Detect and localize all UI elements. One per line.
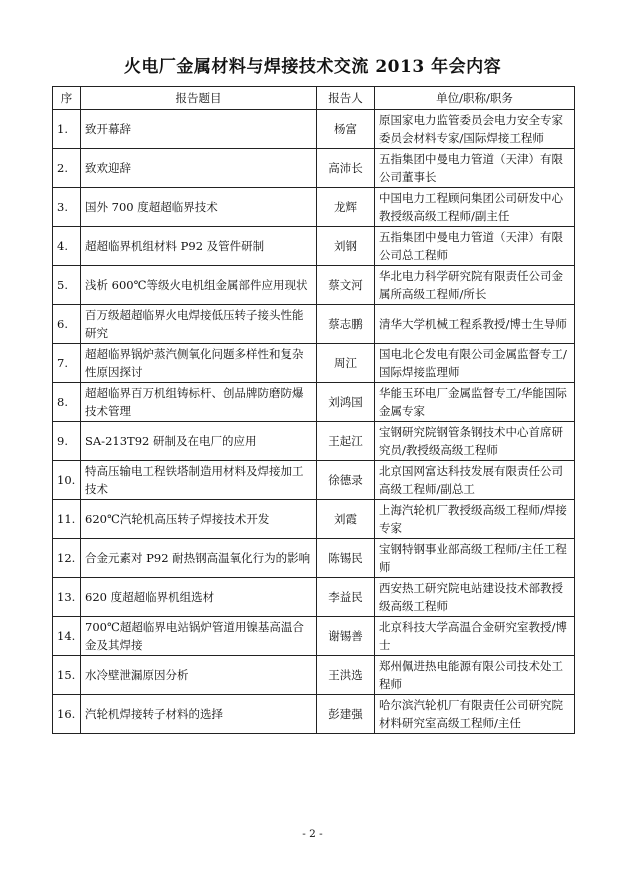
unit-cell: 北京科技大学高温合金研究室教授/博士 [375, 617, 575, 656]
unit-cell: 中国电力工程顾问集团公司研发中心教授级高级工程师/副主任 [375, 188, 575, 227]
seq-cell: 15. [53, 656, 81, 695]
speaker-cell: 刘霞 [317, 500, 375, 539]
header-seq: 序 [53, 87, 81, 110]
seq-cell: 6. [53, 305, 81, 344]
speaker-cell: 王洪选 [317, 656, 375, 695]
speaker-cell: 刘鸿国 [317, 383, 375, 422]
table-row [53, 539, 575, 578]
speaker-cell: 王起江 [317, 422, 375, 461]
unit-cell: 宝钢特钢事业部高级工程师/主任工程师 [375, 539, 575, 578]
topic-cell: 汽轮机焊接转子材料的选择 [81, 695, 317, 734]
unit-cell: 哈尔滨汽轮机厂有限责任公司研究院材料研究室高级工程师/主任 [375, 695, 575, 734]
unit-cell: 华北电力科学研究院有限责任公司金属所高级工程师/所长 [375, 266, 575, 305]
table-row [53, 656, 575, 695]
seq-cell: 9. [53, 422, 81, 461]
topic-cell: 700℃超超临界电站锅炉管道用镍基高温合金及其焊接 [81, 617, 317, 656]
speaker-cell: 彭建强 [317, 695, 375, 734]
seq-cell: 10. [53, 461, 81, 500]
seq-cell: 3. [53, 188, 81, 227]
table-row [53, 578, 575, 617]
table-row [53, 695, 575, 734]
unit-cell: 五指集团中曼电力管道（天津）有限公司总工程师 [375, 227, 575, 266]
unit-cell: 西安热工研究院电站建设技术部教授级高级工程师 [375, 578, 575, 617]
speaker-cell: 高沛长 [317, 149, 375, 188]
speaker-cell: 徐德录 [317, 461, 375, 500]
header-speaker: 报告人 [317, 87, 375, 110]
table-row [53, 500, 575, 539]
topic-cell: 水冷壁泄漏原因分析 [81, 656, 317, 695]
topic-cell: 超超临界百万机组铸标杆、创品牌防磨防爆技术管理 [81, 383, 317, 422]
seq-cell: 5. [53, 266, 81, 305]
seq-cell: 1. [53, 110, 81, 149]
speaker-cell: 刘钢 [317, 227, 375, 266]
speaker-cell: 李益民 [317, 578, 375, 617]
unit-cell: 国电北仑发电有限公司金属监督专工/国际焊接监理师 [375, 344, 575, 383]
unit-cell: 原国家电力监管委员会电力安全专家委员会材料专家/国际焊接工程师 [375, 110, 575, 149]
unit-cell: 上海汽轮机厂教授级高级工程师/焊接专家 [375, 500, 575, 539]
unit-cell: 郑州佩进热电能源有限公司技术处工程师 [375, 656, 575, 695]
seq-cell: 14. [53, 617, 81, 656]
topic-cell: 620℃汽轮机高压转子焊接技术开发 [81, 500, 317, 539]
seq-cell: 11. [53, 500, 81, 539]
table-row [53, 305, 575, 344]
table-row [53, 383, 575, 422]
table-row [53, 461, 575, 500]
topic-cell: 百万级超超临界火电焊接低压转子接头性能研究 [81, 305, 317, 344]
agenda-table [52, 86, 575, 734]
unit-cell: 五指集团中曼电力管道（天津）有限公司董事长 [375, 149, 575, 188]
topic-cell: 超超临界锅炉蒸汽侧氧化问题多样性和复杂性原因探讨 [81, 344, 317, 383]
header-row [53, 87, 575, 110]
topic-cell: 致欢迎辞 [81, 149, 317, 188]
table-row [53, 266, 575, 305]
topic-cell: 致开幕辞 [81, 110, 317, 149]
table-row [53, 344, 575, 383]
topic-cell: SA-213T92 研制及在电厂的应用 [81, 422, 317, 461]
unit-cell: 宝钢研究院钢管条钢技术中心首席研究员/教授级高级工程师 [375, 422, 575, 461]
seq-cell: 7. [53, 344, 81, 383]
header-unit: 单位/职称/职务 [375, 87, 575, 110]
speaker-cell: 蔡志鹏 [317, 305, 375, 344]
page-number: - 2 - [302, 828, 323, 840]
speaker-cell: 周江 [317, 344, 375, 383]
topic-cell: 620 度超超临界机组选材 [81, 578, 317, 617]
document-title: 火电厂金属材料与焊接技术交流 2013 年会内容 [123, 57, 502, 77]
unit-cell: 清华大学机械工程系教授/博士生导师 [375, 305, 575, 344]
table-row [53, 227, 575, 266]
seq-cell: 8. [53, 383, 81, 422]
table-row [53, 188, 575, 227]
table-row [53, 110, 575, 149]
unit-cell: 华能玉环电厂金属监督专工/华能国际金属专家 [375, 383, 575, 422]
speaker-cell: 谢锡善 [317, 617, 375, 656]
speaker-cell: 蔡文河 [317, 266, 375, 305]
seq-cell: 2. [53, 149, 81, 188]
seq-cell: 12. [53, 539, 81, 578]
speaker-cell: 龙辉 [317, 188, 375, 227]
unit-cell: 北京国网富达科技发展有限责任公司高级工程师/副总工 [375, 461, 575, 500]
table-row [53, 617, 575, 656]
seq-cell: 13. [53, 578, 81, 617]
table-row [53, 149, 575, 188]
topic-cell: 特高压输电工程铁塔制造用材料及焊接加工技术 [81, 461, 317, 500]
table-row [53, 422, 575, 461]
agenda-body [53, 110, 575, 734]
speaker-cell: 陈锡民 [317, 539, 375, 578]
speaker-cell: 杨富 [317, 110, 375, 149]
topic-cell: 浅析 600℃等级火电机组金属部件应用现状 [81, 266, 317, 305]
topic-cell: 合金元素对 P92 耐热钢高温氧化行为的影响 [81, 539, 317, 578]
topic-cell: 超超临界机组材料 P92 及管件研制 [81, 227, 317, 266]
header-topic: 报告题目 [81, 87, 317, 110]
topic-cell: 国外 700 度超超临界技术 [81, 188, 317, 227]
seq-cell: 4. [53, 227, 81, 266]
seq-cell: 16. [53, 695, 81, 734]
